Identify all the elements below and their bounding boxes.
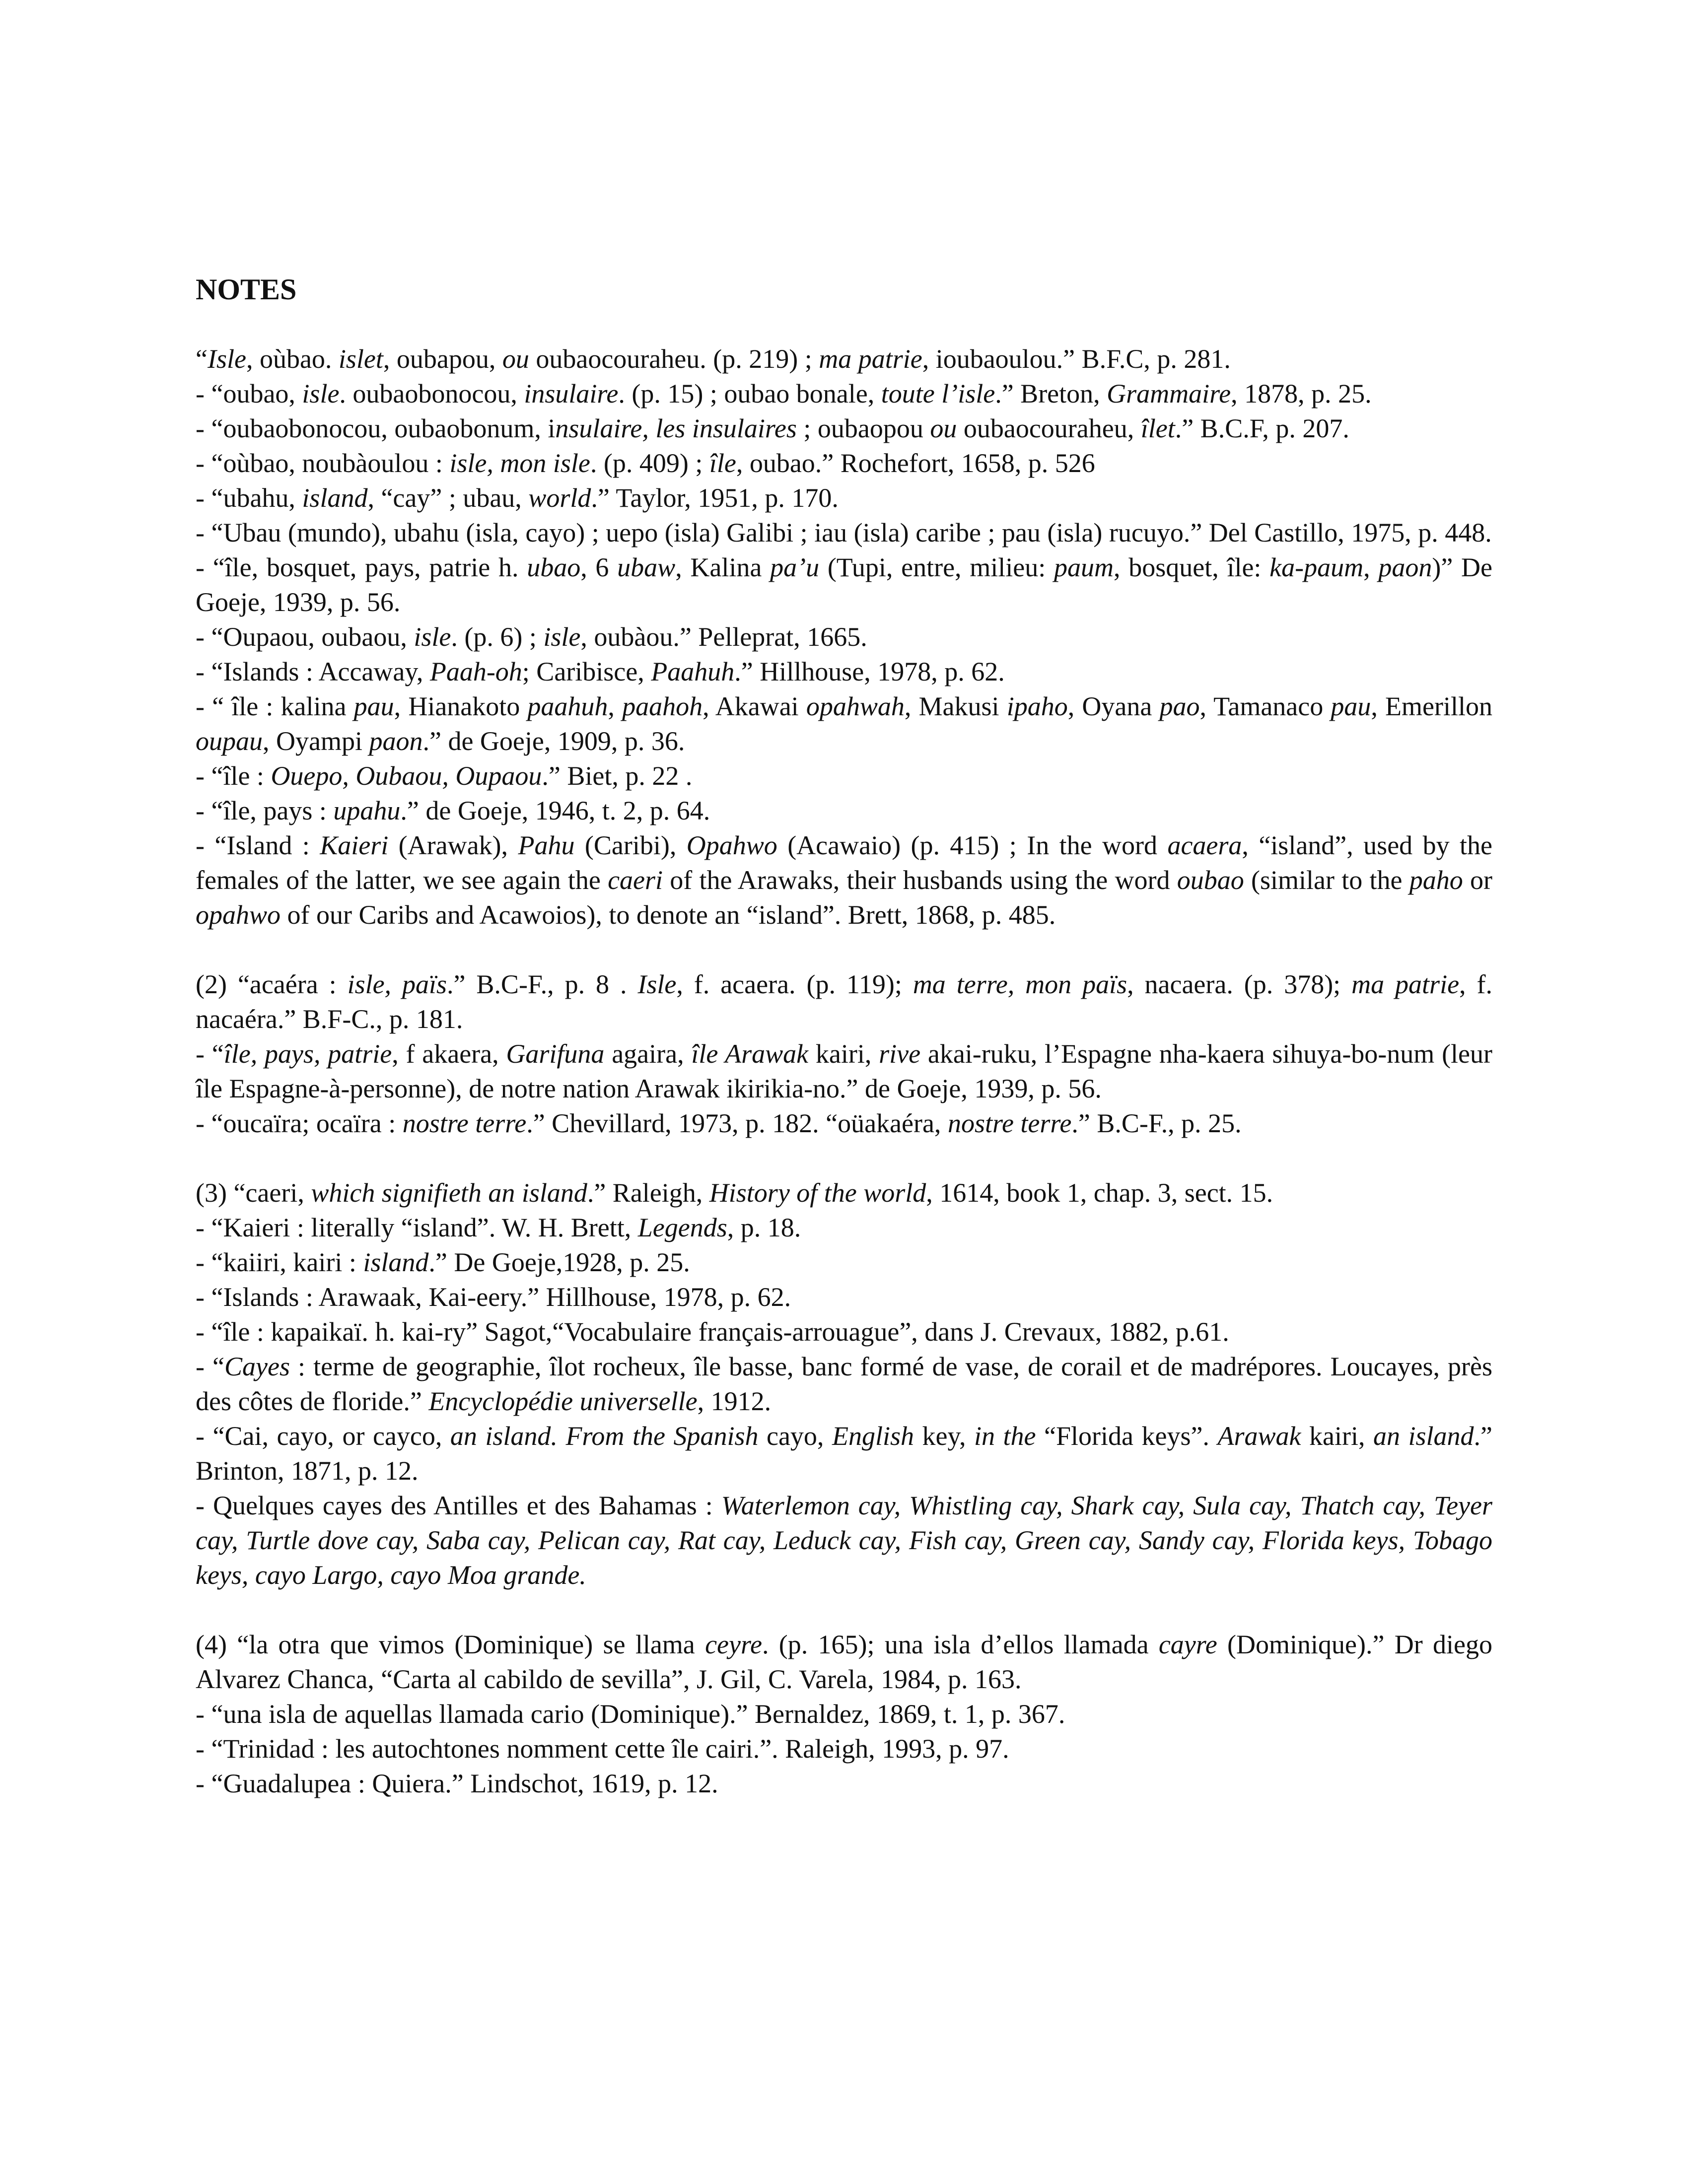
- text-segment: oubaocouraheu,: [957, 413, 1141, 443]
- text-segment: .” Breton,: [995, 379, 1107, 409]
- note-entry: [196, 1280, 1492, 1314]
- text-segment: , Oyana: [1067, 691, 1160, 721]
- text-segment: , 1614, book 1, chap. 3, sect. 15.: [926, 1178, 1273, 1208]
- text-segment: , 1912.: [697, 1386, 772, 1416]
- italic-text: paho: [1409, 865, 1463, 895]
- text-segment: . oubaobonocou,: [339, 379, 524, 409]
- italic-text: ou: [502, 344, 529, 374]
- italic-text: paon: [369, 726, 423, 756]
- text-segment: , Hianakoto: [394, 691, 528, 721]
- italic-text: isle, mon isle: [449, 448, 590, 478]
- text-segment: ; oubaopou: [796, 413, 930, 443]
- italic-text: pa’u: [770, 552, 820, 582]
- text-segment: .” De Goeje,1928, p. 25.: [428, 1247, 690, 1277]
- italic-text: Arawak: [1217, 1421, 1301, 1451]
- notes-section: [196, 341, 1492, 1801]
- text-segment: - “: [196, 1352, 225, 1381]
- italic-text: History of the world: [709, 1178, 926, 1208]
- text-segment: . (p. 165); una isla d’ellos llamada: [762, 1630, 1159, 1659]
- text-segment: ,: [608, 691, 623, 721]
- text-segment: . (p. 409) ;: [590, 448, 709, 478]
- text-segment: - “Oupaou, oubaou,: [196, 622, 414, 652]
- italic-text: oubao: [1177, 865, 1244, 895]
- note-entry: [196, 619, 1492, 654]
- text-segment: - “Ubau (mundo), ubahu (isla, cayo) ; uepo (isla) Galibi ; iau (isla) caribe ; pau (isla) rucuyo.” Del Castillo, 1975, p. 448.: [196, 518, 1492, 547]
- note-entry: [196, 1419, 1492, 1488]
- text-segment: , nacaera. (p. 378);: [1127, 969, 1352, 999]
- text-segment: - “oucaïra; ocaïra :: [196, 1108, 403, 1138]
- text-segment: , Tamanaco: [1199, 691, 1331, 721]
- italic-text: isle: [543, 622, 581, 652]
- text-segment: - “oubao,: [196, 379, 302, 409]
- italic-text: Isle: [207, 344, 246, 374]
- italic-text: ma patrie: [1351, 969, 1460, 999]
- italic-text: opahwah: [806, 691, 905, 721]
- italic-text: île Arawak: [691, 1039, 809, 1069]
- text-segment: - “oubaobonocou, oubaobonum, i: [196, 413, 556, 443]
- text-segment: , oubàou.” Pelleprat, 1665.: [580, 622, 867, 652]
- italic-text: Kaieri: [320, 830, 389, 860]
- italic-text: English: [832, 1421, 914, 1451]
- text-segment: , Oyampi: [263, 726, 369, 756]
- note-entry: [196, 1697, 1492, 1731]
- text-segment: , Kalina: [675, 552, 771, 582]
- text-segment: “: [196, 344, 208, 374]
- italic-text: island: [302, 483, 368, 513]
- text-segment: (4) “la otra que vimos (Dominique) se llama: [196, 1630, 705, 1659]
- note-3: [196, 1175, 1492, 1592]
- text-segment: or: [1463, 865, 1492, 895]
- text-segment: .” B.C-F., p. 8 .: [447, 969, 638, 999]
- text-segment: .” Biet, p. 22 .: [542, 761, 693, 791]
- italic-text: ma patrie: [819, 344, 922, 374]
- text-segment: , p. 18.: [727, 1213, 801, 1242]
- italic-text: ceyre: [705, 1630, 762, 1659]
- italic-text: an island. From the Spanish: [450, 1421, 759, 1451]
- italic-text: cayre: [1158, 1630, 1217, 1659]
- text-segment: : terme de geographie, îlot rocheux, île basse, banc formé de vase, de corail et de madrépores. Loucayes, près des côtes de floride.”: [196, 1352, 1493, 1416]
- text-segment: - “ubahu,: [196, 483, 302, 513]
- note-entry: [196, 654, 1492, 689]
- italic-text: nostre terre: [947, 1108, 1072, 1138]
- text-segment: , oubao.” Rochefort, 1658, p. 526: [736, 448, 1095, 478]
- italic-text: Paah-oh: [429, 657, 522, 686]
- text-segment: “Florida keys”.: [1036, 1421, 1218, 1451]
- italic-text: Pahu: [518, 830, 575, 860]
- italic-text: Grammaire: [1107, 379, 1231, 409]
- text-segment: - “île :: [196, 761, 271, 791]
- text-segment: - “kaiiri, kairi :: [196, 1247, 363, 1277]
- text-segment: .” Chevillard, 1973, p. 182. “oüakaéra,: [526, 1108, 948, 1138]
- italic-text: isle, païs: [347, 969, 447, 999]
- note-1: [196, 341, 1492, 932]
- text-segment: , ioubaoulou.” B.F.C, p. 281.: [922, 344, 1231, 374]
- italic-text: Legends: [637, 1213, 727, 1242]
- italic-text: île, pays, patrie: [223, 1039, 392, 1069]
- italic-text: island: [363, 1247, 429, 1277]
- text-segment: (Dominique).” Dr diego Alvarez Chanca, “Carta al cabildo de sevilla”, J. Gil, C. Varela, 1984, p. 163.: [196, 1630, 1493, 1694]
- italic-text: paahuh: [527, 691, 608, 721]
- italic-text: paum: [1054, 552, 1114, 582]
- italic-text: opahwo: [196, 900, 281, 930]
- text-segment: - “Trinidad : les autochtones nomment cette île cairi.”. Raleigh, 1993, p. 97.: [196, 1734, 1009, 1764]
- italic-text: nostre terre: [402, 1108, 527, 1138]
- italic-text: acaera: [1167, 830, 1242, 860]
- note-entry: [196, 411, 1492, 446]
- note-entry: [196, 1627, 1492, 1697]
- text-segment: agaira,: [604, 1039, 692, 1069]
- italic-text: oupau: [196, 726, 263, 756]
- italic-text: ma terre, mon païs: [913, 969, 1127, 999]
- note-entry: [196, 341, 1492, 376]
- text-segment: akai-ruku, l’Espagne nha-kaera sihuya-bo-num (leur île Espagne-à-personne), de notre nation Arawak ikirikia-no.” de Goeje, 1939, p. 56.: [196, 1039, 1493, 1103]
- italic-text: ipaho: [1006, 691, 1068, 721]
- text-segment: , Makusi: [904, 691, 1007, 721]
- note-entry: [196, 828, 1492, 932]
- text-segment: (Caribi),: [574, 830, 687, 860]
- note-entry: [196, 1245, 1492, 1280]
- text-segment: (Tupi, entre, milieu:: [819, 552, 1054, 582]
- text-segment: - “Islands : Arawaak, Kai-eery.” Hillhouse, 1978, p. 62.: [196, 1282, 791, 1312]
- note-entry: [196, 446, 1492, 480]
- italic-text: pao: [1159, 691, 1200, 721]
- italic-text: Garifuna: [506, 1039, 605, 1069]
- text-segment: - “oùbao, noubàoulou :: [196, 448, 450, 478]
- text-segment: (2) “acaéra :: [196, 969, 348, 999]
- text-segment: .” B.C-F., p. 25.: [1071, 1108, 1242, 1138]
- note-entry: [196, 1488, 1492, 1592]
- text-segment: - “una isla de aquellas llamada cario (Dominique).” Bernaldez, 1869, t. 1, p. 367.: [196, 1699, 1065, 1729]
- text-segment: , oubapou,: [383, 344, 502, 374]
- text-segment: , Akawai: [703, 691, 806, 721]
- text-segment: - “île, bosquet, pays, patrie h.: [196, 552, 527, 582]
- text-segment: .” Brinton, 1871, p. 12.: [196, 1421, 1492, 1486]
- italic-text: upahu: [333, 796, 401, 825]
- text-segment: .” de Goeje, 1909, p. 36.: [422, 726, 685, 756]
- italic-text: Encyclopédie universelle: [428, 1386, 698, 1416]
- page-title: NOTES: [196, 273, 297, 306]
- note-entry: [196, 376, 1492, 411]
- italic-text: caeri: [608, 865, 663, 895]
- text-segment: - Quelques cayes des Antilles et des Bahamas :: [196, 1491, 721, 1520]
- text-segment: )” De Goeje, 1939, p. 56.: [196, 552, 1492, 617]
- italic-text: Ouepo, Oubaou, Oupaou: [271, 761, 542, 791]
- note-2: [196, 967, 1492, 1141]
- italic-text: Cayes: [224, 1352, 290, 1381]
- text-segment: - “île : kapaikaï. h. kai-ry” Sagot,“Vocabulaire français-arrouague”, dans J. Crevaux, 1882, p.61.: [196, 1317, 1229, 1347]
- text-segment: - “: [196, 1039, 224, 1069]
- text-segment: kairi,: [808, 1039, 879, 1069]
- italic-text: Waterlemon cay, Whistling cay, Shark cay, Sula cay, Thatch cay, Teyer cay, Turtle dove cay, Saba cay, Pelican cay, Rat cay, Leduck cay, Fish cay, Green cay, Sandy cay, Florida keys, Tobago keys, cayo Largo, cayo Moa grande.: [196, 1491, 1492, 1590]
- italic-text: which signifieth an island: [311, 1178, 587, 1208]
- text-segment: key,: [914, 1421, 974, 1451]
- note-entry: [196, 1106, 1492, 1141]
- note-entry: [196, 1766, 1492, 1801]
- text-segment: - “Islands : Accaway,: [196, 657, 430, 686]
- note-4: [196, 1627, 1492, 1801]
- italic-text: îlet: [1140, 413, 1175, 443]
- italic-text: toute l’isle: [881, 379, 995, 409]
- italic-text: pau: [1331, 691, 1371, 721]
- text-segment: (similar to the: [1244, 865, 1409, 895]
- text-segment: of our Caribs and Acawoios), to denote an “island”. Brett, 1868, p. 485.: [281, 900, 1056, 930]
- italic-text: ka-paum: [1269, 552, 1364, 582]
- text-segment: - “Cai, cayo, or cayco,: [196, 1421, 450, 1451]
- italic-text: nsulaire, les insulaires: [555, 413, 797, 443]
- text-segment: ; Caribisce,: [522, 657, 651, 686]
- note-entry: [196, 689, 1492, 758]
- italic-text: paon: [1378, 552, 1432, 582]
- italic-text: île: [709, 448, 736, 478]
- text-segment: .” Hillhouse, 1978, p. 62.: [734, 657, 1005, 686]
- italic-text: Isle: [637, 969, 677, 999]
- text-segment: (Acawaio) (p. 415) ; In the word: [777, 830, 1168, 860]
- note-entry: [196, 550, 1492, 619]
- text-segment: ,: [1363, 552, 1379, 582]
- italic-text: islet: [338, 344, 383, 374]
- text-segment: .” B.C.F, p. 207.: [1175, 413, 1349, 443]
- italic-text: rive: [879, 1039, 921, 1069]
- text-segment: kairi,: [1301, 1421, 1373, 1451]
- italic-text: ubao: [527, 552, 581, 582]
- note-entry: [196, 1210, 1492, 1245]
- text-segment: - “île, pays :: [196, 796, 334, 825]
- text-segment: , f akaera,: [392, 1039, 506, 1069]
- note-entry: [196, 515, 1492, 550]
- text-segment: .” Taylor, 1951, p. 170.: [591, 483, 839, 513]
- text-segment: . (p. 15) ; oubao bonale,: [618, 379, 881, 409]
- italic-text: isle: [302, 379, 340, 409]
- note-entry: [196, 1036, 1492, 1106]
- note-entry: [196, 1731, 1492, 1766]
- italic-text: an island: [1373, 1421, 1474, 1451]
- italic-text: ou: [930, 413, 957, 443]
- note-entry: [196, 480, 1492, 515]
- italic-text: pau: [353, 691, 394, 721]
- text-segment: .” de Goeje, 1946, t. 2, p. 64.: [400, 796, 710, 825]
- text-segment: - “ île : kalina: [196, 691, 354, 721]
- note-entry: [196, 967, 1492, 1036]
- text-segment: , oùbao.: [246, 344, 339, 374]
- note-entry: [196, 793, 1492, 828]
- italic-text: Opahwo: [686, 830, 777, 860]
- note-entry: [196, 1349, 1492, 1419]
- italic-text: ubaw: [617, 552, 676, 582]
- note-entry: [196, 758, 1492, 793]
- text-segment: , f. nacaéra.” B.F-C., p. 181.: [196, 969, 1492, 1034]
- italic-text: world: [528, 483, 591, 513]
- text-segment: of the Arawaks, their husbands using the word: [663, 865, 1177, 895]
- text-segment: , 1878, p. 25.: [1231, 379, 1372, 409]
- text-segment: , “island”, used by the females of the latter, we see again the: [196, 830, 1492, 895]
- text-segment: , 6: [580, 552, 618, 582]
- text-segment: . (p. 6) ;: [451, 622, 544, 652]
- text-segment: cayo,: [758, 1421, 832, 1451]
- text-segment: , Emerillon: [1371, 691, 1492, 721]
- text-segment: (Arawak),: [388, 830, 518, 860]
- note-entry: [196, 1314, 1492, 1349]
- italic-text: paahoh: [622, 691, 703, 721]
- document-page: [196, 272, 1492, 1836]
- italic-text: insulaire: [524, 379, 619, 409]
- text-segment: - “Guadalupea : Quiera.” Lindschot, 1619, p. 12.: [196, 1769, 718, 1798]
- text-segment: , “cay” ; ubau,: [367, 483, 529, 513]
- italic-text: in the: [974, 1421, 1036, 1451]
- text-segment: , bosquet, île:: [1114, 552, 1270, 582]
- text-segment: , f. acaera. (p. 119);: [676, 969, 913, 999]
- text-segment: .” Raleigh,: [587, 1178, 709, 1208]
- note-entry: [196, 1175, 1492, 1210]
- italic-text: isle: [414, 622, 451, 652]
- text-segment: (3) “caeri,: [196, 1178, 311, 1208]
- text-segment: - “Kaieri : literally “island”. W. H. Brett,: [196, 1213, 638, 1242]
- text-segment: oubaocouraheu. (p. 219) ;: [529, 344, 819, 374]
- text-segment: - “Island :: [196, 830, 320, 860]
- italic-text: Paahuh: [651, 657, 735, 686]
